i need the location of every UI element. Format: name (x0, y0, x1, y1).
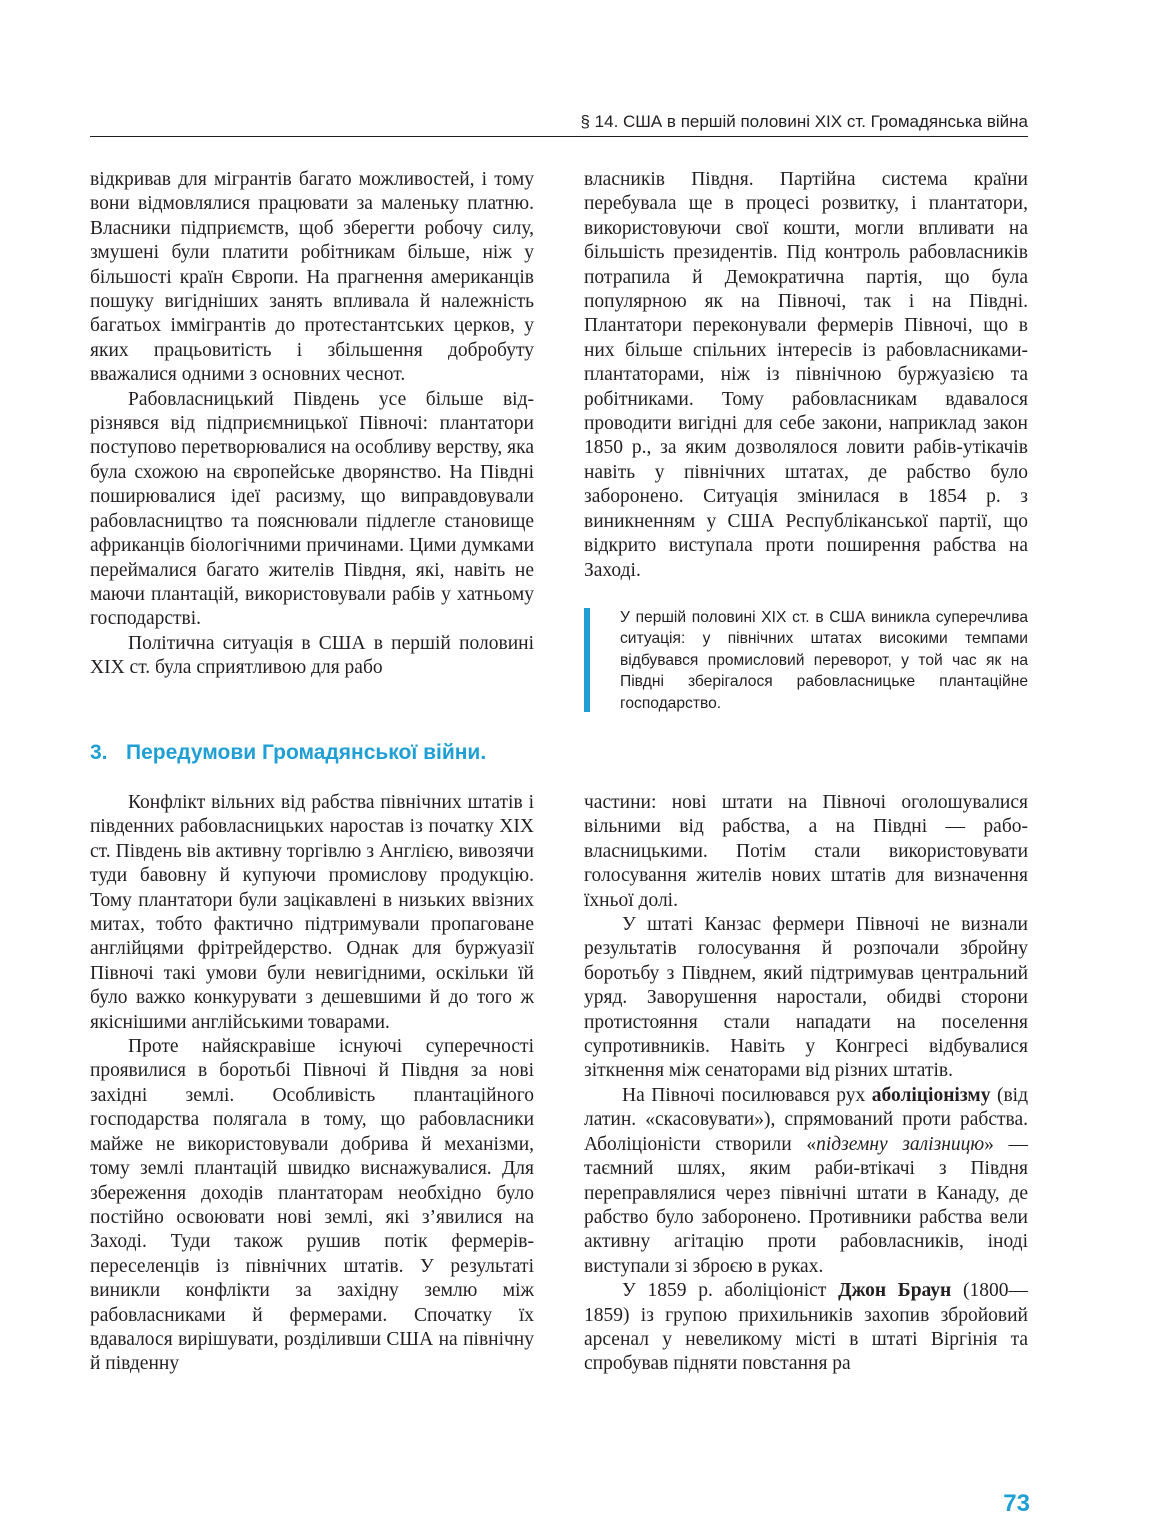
header-rule (90, 136, 1028, 137)
section-title: Передумови Громадянської війни. (126, 741, 487, 764)
term-abolitionism: аболіціонізму (871, 1084, 991, 1106)
paragraph: Конфлікт вільних від рабства північних штатів і південних рабовласницьких наростав із початку XIX ст. Південь вів активну торгівлю з Англією, вивозячи туди бавовну й купуючи промислову продукцію. Тому плантатори були зацікавлені в низьких ввізних митах, тобто фактично підтримували пропаговане англійцями фрітрейдерство. Однак для буржуазії Півночі такі умови були невигідними, оскільки їй було важко конкурувати з дешевшими й до того ж якіснішими англійськими товарами. (90, 792, 534, 1033)
summary-accent-bar (584, 608, 590, 712)
paragraph: Рабовласницький Південь усе більше відрізнявся від підприємницької Півночі: плантатори поступово перетворювалися на особливу верству, яка була схожою на європейське дворянство. На Півдні поширювалися ідеї расизму, що виправдовували рабовласництво та пояснювали підлегле становище африканців біологічними причинами. Цими думками переймалися багато жителів Півдня, які, навіть не маючи плантацій, використовували рабів у хатньому господарстві. (90, 388, 534, 630)
paragraph: Політична ситуація в США в першій половині XIX ст. була сприятливою для рабо (90, 632, 534, 679)
term-underground-railroad: підземну залізницю (816, 1133, 985, 1155)
paragraph (584, 1084, 1028, 1279)
paragraph: відкривав для мігрантів багато можливостей, і тому вони відмовлялися працювати за маленьку платню. Власники підприємств, щоб зберегти робочу силу, змушені були платити робітникам більше, ніж у більшості країн Європи. На прагнення американців пошуку вигідніших занять впливала й належність багатьох іммігрантів до протестантських церков, у яких працьовитість і збільшення добробуту вважалися одними з основних чеснот. (90, 169, 534, 386)
paragraph: власників Півдня. Партійна система країни перебувала ще в процесі розвитку, і плантатори, використовуючи свої кошти, могли впливати на більшість президентів. Під контроль рабовласників потрапила й Демократична партія, що була популярною як на Півночі, так і на Півдні. Плантатори переконували фермерів Півночі, що в них більше спільних інтересів із рабовласниками-плантаторами, ніж із північною буржуазією та робітниками. Тому рабовласникам вдавалося проводити вигідні для себе закони, наприклад закон 1850 р., за яким дозволялося ловити рабів-утікачів навіть у північних штатах, де рабство було заборонено. Ситуація змінилася в 1854 р. з виникненням у США Республіканської партії, що відкрито виступала проти поширення рабства на Заході. (584, 169, 1028, 581)
paragraph (584, 1279, 1028, 1377)
name-john-brown: Джон Браун (838, 1280, 952, 1302)
summary-text: У першій половині XIX ст. в США виникла суперечлива ситуація: у північних штатах високими темпами відбувався промисловий переворот, у той час як на Півдні зберігалося рабовласницьке плантаційне господарство. (620, 609, 1028, 712)
running-head: § 14. США в першій половині XIX ст. Громадянська війна (580, 112, 1028, 131)
text-column-top-right (584, 168, 1028, 583)
page-number: 73 (1003, 1490, 1030, 1517)
text-column-bottom-right (584, 791, 1028, 1377)
text-run: (1800—1859) із групою прихильників захопив збройовий арсенал у невеликому місті в штаті Віргінія та спробував підняти повстання ра (584, 1280, 1028, 1375)
paragraph: У штаті Канзас фермери Півночі не визнали результатів голосування й розпочали збройну боротьбу з Півднем, який підтримував центральний уряд. Заворушення наростали, обидві сторони протистояння стали нападати на поселення супротивників. Навіть у Конгресі відбувалися зіткнення між сенаторами від різних штатів. (584, 914, 1028, 1082)
section-number: 3. (90, 741, 108, 764)
text-column-top-left (90, 168, 534, 681)
text-run: (від латин. «скасовувати»), спрямований проти рабства. Аболіціоністи створили « (584, 1084, 1028, 1155)
text-run: На Півночі посилювався рух (622, 1084, 872, 1106)
paragraph: частини: нові штати на Півночі оголошувалися вільними від рабства, а на Півдні — рабовласницькими. Потім стали використовувати голосування жителів нових штатів для визначення їхньої долі. (584, 792, 1028, 911)
summary-box (584, 608, 1028, 712)
text-column-bottom-left (90, 791, 534, 1377)
text-run: У 1859 р. аболіціоніст (622, 1280, 839, 1302)
section-heading (90, 741, 486, 765)
text-run: » — таємний шлях, яким раби-втікачі з Півдня переправлялися через північні штати в Канаду, де рабство було заборонено. Противники рабства вели активну агітацію проти рабовласників, іноді виступали зі зброєю в руках. (584, 1133, 1029, 1277)
paragraph: Проте найяскравіше існуючі суперечності проявилися в боротьбі Півночі й Півдня за нові західні землі. Особливість плантаційного господарства полягала в тому, що рабовласники майже не використовували добрива й механізми, тому землі плантацій швидко виснажувалися. Для збереження доходів плантаторам необхідно було постійно освоювати нові землі, які з’явилися на Заході. Туди також рушив потік фермерів-переселенців із північних штатів. У результаті виникли конфлікти за західну землю між рабовласниками й фермерами. Спочатку їх вдавалося вирішувати, розділивши США на північну й південну (90, 1036, 534, 1375)
